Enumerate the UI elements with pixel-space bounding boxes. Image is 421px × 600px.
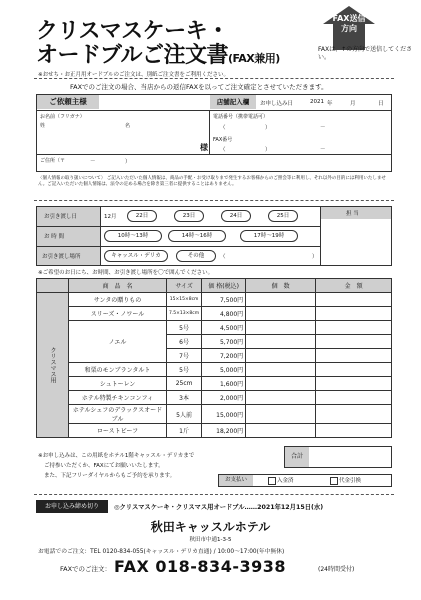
phone-dash: － — [320, 125, 326, 131]
payment-paid-checkbox[interactable] — [268, 477, 276, 485]
month-unit: 月 — [350, 101, 356, 107]
order-table — [36, 278, 392, 438]
amount-field[interactable] — [316, 321, 392, 335]
product-price: 7,500円 — [202, 293, 246, 307]
place-paren-close: ） — [312, 254, 318, 260]
amount-field[interactable] — [316, 405, 392, 424]
category-label: クリスマス用 — [37, 293, 69, 438]
staff-label: 担 当 — [346, 211, 359, 217]
pickup-place-other[interactable]: その他 — [176, 250, 216, 262]
title-main: オードブルご注文書 — [36, 43, 228, 68]
fax-order-hours: (24時間受付) — [318, 566, 355, 573]
title-line1: クリスマスケーキ・ — [36, 19, 229, 44]
payment-cod-checkbox[interactable] — [330, 477, 338, 485]
quantity-field[interactable] — [246, 293, 316, 307]
product-price: 4,500円 — [202, 321, 246, 335]
total-field[interactable] — [310, 447, 390, 467]
amount-field[interactable] — [316, 391, 392, 405]
pickup-time-2[interactable]: 14時〜16時 — [168, 230, 226, 242]
pickup-note: ※ご希望のお日にち、お時間、お引き渡し場所を〇で囲んでください。 — [38, 270, 214, 276]
place-paren-open: （ — [220, 254, 226, 260]
quantity-field[interactable] — [246, 405, 316, 424]
table-row — [37, 321, 392, 335]
address-field[interactable] — [38, 156, 390, 170]
table-row — [37, 391, 392, 405]
privacy-note: 〈個人情報の取り扱いについて〉 ご記入いただいた個人情報は、商品の手配・お受け取りまで発生するお客様からのご照会等に利用し、それ以外の目的には利用いたしません。ご記入いただいた個人情報は、法令の定める場合を除き第三者に提供することはありません。 — [38, 176, 386, 187]
received-year: 2021 — [310, 99, 324, 105]
pickup-date-25[interactable]: 25日 — [268, 210, 298, 222]
table-row — [37, 377, 392, 391]
product-price: 5,700円 — [202, 335, 246, 349]
pickup-month: 12月 — [104, 214, 117, 220]
product-name: サンタの贈りもの — [69, 293, 167, 307]
quantity-field[interactable] — [246, 349, 316, 363]
pickup-date-label: お引き渡し日 — [44, 214, 78, 220]
product-size: 5号 — [167, 363, 202, 377]
product-price: 7,200円 — [202, 349, 246, 363]
product-size: 15×15×8cm — [167, 293, 202, 307]
fax-dash: － — [320, 147, 326, 153]
total-label: 合計 — [285, 447, 309, 467]
quantity-field[interactable] — [246, 335, 316, 349]
table-row — [37, 405, 392, 424]
divider — [34, 78, 394, 79]
product-size: 5号 — [167, 321, 202, 335]
surname-label: 姓 — [40, 123, 46, 129]
quantity-field[interactable] — [246, 377, 316, 391]
fax-paren-close: ） — [265, 147, 271, 153]
phone-order-line: お電話でのご注文：TEL 0120-834-055(キャッスル・デリカ直通) / 10:00〜17:00(年中無休) — [38, 549, 285, 555]
product-price: 1,600円 — [202, 377, 246, 391]
fax-badge-line2: 方向 — [341, 24, 357, 33]
product-name: スリーズ・ノワール — [69, 307, 167, 321]
pickup-time-1[interactable]: 10時〜13時 — [104, 230, 162, 242]
product-size: 5人前 — [167, 405, 202, 424]
payment-cod-label: 代金引換 — [339, 478, 362, 484]
product-size: 1斤 — [167, 424, 202, 438]
address-label: ご住所（〒 — [40, 158, 66, 164]
amount-field[interactable] — [316, 377, 392, 391]
amount-field[interactable] — [316, 424, 392, 438]
product-name: ホテルシェフのデラックスオードブル — [69, 405, 167, 424]
year-unit: 年 — [327, 101, 333, 107]
fax-note: FAXは、↑の方向で送信してください。 — [318, 46, 413, 61]
phone-field[interactable] — [214, 121, 390, 131]
honorific: 様 — [200, 143, 208, 152]
table-row — [37, 293, 392, 307]
product-size: 25cm — [167, 377, 202, 391]
product-price: 15,000円 — [202, 405, 246, 424]
day-unit: 日 — [378, 101, 384, 107]
payment-label: お支払い — [219, 475, 253, 486]
pickup-date-24[interactable]: 24日 — [221, 210, 251, 222]
payment-paid-label: 入金済 — [277, 478, 294, 484]
product-name: ローストビーフ — [69, 424, 167, 438]
deadline-tag: お申し込み締め切り — [36, 500, 108, 513]
table-row — [37, 424, 392, 438]
name-field[interactable] — [38, 132, 208, 152]
fax-paren-open: （ — [220, 147, 226, 153]
pickup-date-22[interactable]: 22日 — [127, 210, 157, 222]
quantity-field[interactable] — [246, 307, 316, 321]
fax-direction-badge — [323, 6, 375, 50]
quantity-field[interactable] — [246, 363, 316, 377]
product-name: ノエル — [69, 321, 167, 363]
fax-field[interactable] — [214, 143, 390, 153]
col-price: 価 格(税込) — [202, 279, 246, 293]
zip-paren-close: ） — [125, 159, 131, 165]
pickup-place-label: お引き渡し場所 — [42, 254, 81, 260]
product-size: 7.5×13×8cm — [167, 307, 202, 321]
top-note: ※おせち・お正月用オードブルのご注文は、別紙ご注文書をご利用ください。 — [38, 72, 230, 78]
col-product: 商 品 名 — [69, 279, 167, 293]
received-date-label: お申し込み日 — [260, 101, 294, 107]
table-row — [37, 307, 392, 321]
bottom-note-3: また、下記フリーダイヤルからもご予約を承ります。 — [44, 473, 176, 479]
table-row — [37, 363, 392, 377]
pickup-time-label: お 時 間 — [44, 234, 64, 240]
product-price: 2,000円 — [202, 391, 246, 405]
product-name: 和栗のモンブランタルト — [69, 363, 167, 377]
product-name: シュトーレン — [69, 377, 167, 391]
col-size: サイズ — [167, 279, 202, 293]
product-size: 3本 — [167, 391, 202, 405]
name-label: お名前（フリガナ） — [40, 114, 85, 120]
zip-dash: － — [90, 159, 96, 165]
phone-paren-close: ） — [265, 125, 271, 131]
quantity-field[interactable] — [246, 321, 316, 335]
table-header-row — [37, 279, 392, 293]
fax-order-label: FAXでのご注文： — [60, 565, 112, 573]
hotel-name: 秋田キャッスルホテル — [150, 520, 271, 534]
col-amount: 金 額 — [316, 279, 392, 293]
fax-label: FAX番号 — [213, 137, 233, 143]
bottom-note-1: ※お申し込みは、この用紙をホテル1階キャッスル・デリカまで — [38, 453, 195, 459]
customer-section-label: ご依頼主様 — [37, 95, 99, 109]
title-line2 — [36, 38, 280, 69]
amount-field[interactable] — [316, 349, 392, 363]
fax-badge-line1: FAX送信 — [332, 14, 366, 23]
quantity-field[interactable] — [246, 424, 316, 438]
product-size: 6号 — [167, 335, 202, 349]
deadline-text: ◎クリスマスケーキ・クリスマス用オードブル……2021年12月15日(水) — [114, 504, 324, 511]
title-suffix: (FAX兼用) — [227, 52, 280, 65]
quantity-field[interactable] — [246, 391, 316, 405]
fax-order-number: FAX 018-834-3938 — [114, 557, 286, 576]
product-price: 18,200円 — [202, 424, 246, 438]
amount-field[interactable] — [316, 335, 392, 349]
product-price: 5,000円 — [202, 363, 246, 377]
product-size: 7号 — [167, 349, 202, 363]
amount-field[interactable] — [316, 307, 392, 321]
phone-paren-open: （ — [220, 125, 226, 131]
pickup-time-3[interactable]: 17時〜19時 — [240, 230, 298, 242]
pickup-place-delica[interactable]: キャッスル・デリカ — [104, 250, 168, 262]
product-price: 4,800円 — [202, 307, 246, 321]
amount-field[interactable] — [316, 363, 392, 377]
intro-text: FAXでのご注文の場合、当店からの返信FAXを以ってご注文確定とさせていただきます。 — [70, 83, 328, 91]
pickup-date-23[interactable]: 23日 — [174, 210, 204, 222]
hotel-address: 秋田市中通1-3-5 — [189, 537, 232, 543]
product-name: ホテル特製チキンコンフィ — [69, 391, 167, 405]
bottom-note-2: ご持参いただくか、FAXにてお願いいたします。 — [44, 463, 164, 469]
amount-field[interactable] — [316, 293, 392, 307]
store-section-label: 店舗記入欄 — [210, 95, 256, 109]
firstname-label: 名 — [125, 123, 131, 129]
phone-label: 電話番号（携帯電話可） — [213, 114, 269, 120]
col-quantity: 個 数 — [246, 279, 316, 293]
